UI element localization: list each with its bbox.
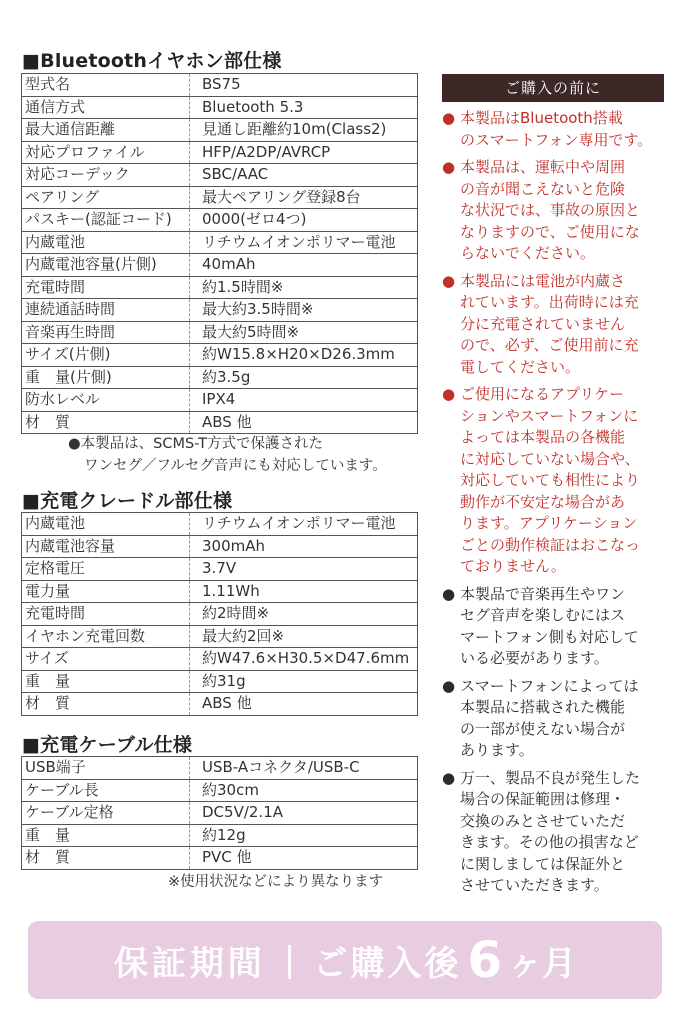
spec-row [22, 186, 418, 209]
spec-value: 40mAh [190, 254, 418, 277]
spec-row [22, 603, 418, 626]
spec-key: パスキー(認証コード) [22, 209, 190, 232]
caution-item [442, 271, 664, 379]
spec-value: 約W47.6×H30.5×D47.6mm [190, 648, 418, 671]
spec-row [22, 648, 418, 671]
spec-key: サイズ [22, 648, 190, 671]
spec-key: イヤホン充電回数 [22, 625, 190, 648]
spec-value: 見通し距離約10m(Class2) [190, 119, 418, 142]
caution-text-line: ごとの動作検証はおこなっ [460, 535, 641, 554]
spec-value: SBC/AAC [190, 164, 418, 187]
caution-text-line: らないでください。 [460, 244, 596, 262]
caution-text-line: の一部が使えない場合が [460, 719, 626, 738]
spec-row [22, 824, 418, 847]
spec-key: サイズ(片側) [22, 344, 190, 367]
caution-text-line: ので、必ず、ご使用前に充 [460, 336, 639, 354]
cable-spec-title: ■充電ケーブル仕様 [22, 734, 193, 756]
caution-panel [442, 74, 664, 897]
spec-value: リチウムイオンポリマー電池 [190, 513, 418, 536]
spec-value: DC5V/2.1A [190, 802, 418, 825]
spec-value: BS75 [190, 74, 418, 97]
scms-note-line1: ●本製品は、SCMS-T方式で保護された [68, 436, 323, 452]
spec-key: ケーブル長 [22, 779, 190, 802]
caution-text-line: に関しましては保証外と [460, 854, 626, 873]
spec-value: 約30cm [190, 779, 418, 802]
cradle-spec-table [21, 512, 418, 716]
cradle-spec-title: ■充電クレードル部仕様 [22, 490, 233, 512]
spec-key: 定格電圧 [22, 558, 190, 581]
caution-text-line: スマートフォンによっては [460, 676, 639, 695]
spec-row [22, 513, 418, 536]
spec-value: 0000(ゼロ4つ) [190, 209, 418, 232]
bullet-icon: ● [442, 385, 456, 403]
caution-item [442, 676, 664, 762]
spec-value: 約W15.8×H20×D26.3mm [190, 344, 418, 367]
spec-value: リチウムイオンポリマー電池 [190, 231, 418, 254]
caution-text-line: 本製品に搭載された機能 [460, 698, 626, 716]
spec-row [22, 535, 418, 558]
caution-text-line: 万一、製品不良が発生した [460, 768, 641, 787]
spec-value: 約3.5g [190, 366, 418, 389]
usage-footnote: ※使用状況などにより異なります [168, 874, 384, 890]
spec-row [22, 625, 418, 648]
scms-note-line2: ワンセグ／フルセグ音声にも対応しています。 [84, 458, 387, 474]
spec-value: USB-Aコネクタ/USB-C [190, 757, 418, 780]
spec-value: 約1.5時間※ [190, 276, 418, 299]
spec-key: 内蔵電池容量(片側) [22, 254, 190, 277]
spec-value: 約2時間※ [190, 603, 418, 626]
spec-key: 連続通話時間 [22, 299, 190, 322]
spec-key: 材 質 [22, 693, 190, 716]
caution-text-line: な状況では、事故の原因と [460, 201, 641, 219]
caution-text-line: ションやスマートフォンに [460, 406, 639, 425]
spec-row [22, 411, 418, 434]
warranty-label: 保証期間 [113, 943, 266, 984]
spec-key: 通信方式 [22, 96, 190, 119]
spec-row [22, 757, 418, 780]
spec-key: 充電時間 [22, 603, 190, 626]
spec-key: 内蔵電池 [22, 231, 190, 254]
spec-row [22, 96, 418, 119]
caution-list [442, 108, 664, 897]
bullet-icon: ● [442, 768, 456, 787]
caution-text-line: ご使用になるアプリケー [460, 385, 625, 403]
caution-text-line: いる必要があります。 [460, 649, 609, 667]
spec-row [22, 802, 418, 825]
spec-value: ABS 他 [190, 411, 418, 434]
caution-text-line: あります。 [460, 741, 534, 759]
caution-text-line: に対応していない場合や、 [460, 449, 640, 468]
spec-value: 最大約3.5時間※ [190, 299, 418, 322]
caution-text-line: 本製品は、運転中や周囲 [460, 158, 626, 176]
spec-value: 3.7V [190, 558, 418, 581]
caution-text-line: 本製品には電池が内蔵さ [460, 271, 626, 290]
earphone-spec-title: ■Bluetoothイヤホン部仕様 [22, 50, 282, 72]
warranty-number: 6 [467, 931, 503, 989]
caution-text-line: させていただきます。 [460, 876, 609, 894]
spec-key: 内蔵電池 [22, 513, 190, 536]
spec-row [22, 344, 418, 367]
caution-text-line: ておりません。 [460, 557, 566, 575]
caution-text-line: れています。出荷時には充 [460, 293, 639, 311]
spec-value: IPX4 [190, 389, 418, 412]
caution-text-line: マートフォン側も対応して [460, 627, 639, 646]
spec-key: 充電時間 [22, 276, 190, 299]
spec-key: 音楽再生時間 [22, 321, 190, 344]
spec-key: 重 量 [22, 824, 190, 847]
caution-item [442, 584, 664, 670]
spec-row [22, 779, 418, 802]
spec-value: 300mAh [190, 535, 418, 558]
spec-row [22, 366, 418, 389]
spec-value: Bluetooth 5.3 [190, 96, 418, 119]
spec-value: 最大ペアリング登録8台 [190, 186, 418, 209]
spec-value: HFP/A2DP/AVRCP [190, 141, 418, 164]
spec-row [22, 276, 418, 299]
caution-item [442, 157, 664, 265]
spec-key: ペアリング [22, 186, 190, 209]
warranty-unit: ヶ月 [508, 943, 577, 984]
spec-row [22, 231, 418, 254]
spec-key: 材 質 [22, 411, 190, 434]
spec-row [22, 580, 418, 603]
caution-text-line: きます。その他の損害など [460, 833, 639, 851]
caution-text-line: よっては本製品の各機能 [460, 428, 626, 446]
spec-value: 最大約2回※ [190, 625, 418, 648]
spec-key: 最大通信距離 [22, 119, 190, 142]
spec-value: 1.11Wh [190, 580, 418, 603]
earphone-spec-table [21, 73, 418, 434]
spec-key: 対応コーデック [22, 164, 190, 187]
caution-text-line: ります。アプリケーション [460, 514, 638, 532]
caution-text-line: の音が聞こえないと危険 [460, 179, 626, 198]
caution-text-line: 対応していても相性により [460, 471, 641, 489]
cable-spec-table [21, 756, 418, 870]
spec-value: 約12g [190, 824, 418, 847]
spec-key: 電力量 [22, 580, 190, 603]
spec-value: ABS 他 [190, 693, 418, 716]
caution-item [442, 768, 664, 897]
bullet-icon: ● [442, 158, 456, 176]
spec-key: 内蔵電池容量 [22, 535, 190, 558]
caution-text-line: 分に充電されていません [460, 314, 626, 333]
caution-text-line: 本製品で音楽再生やワン [460, 584, 626, 603]
spec-key: 防水レベル [22, 389, 190, 412]
spec-row [22, 141, 418, 164]
bullet-icon: ● [442, 109, 456, 127]
spec-row [22, 119, 418, 142]
caution-text-line: 本製品はBluetooth搭載 [460, 109, 623, 127]
spec-key: 材 質 [22, 847, 190, 870]
spec-key: 重 量 [22, 670, 190, 693]
caution-text-line: 動作が不安定な場合があ [460, 492, 626, 511]
spec-row [22, 847, 418, 870]
caution-text-line: セグ音声を楽しむにはス [460, 606, 626, 624]
spec-row [22, 321, 418, 344]
warranty-banner [28, 921, 662, 999]
spec-row [22, 670, 418, 693]
caution-item [442, 108, 664, 151]
caution-text-line: 交換のみとさせていただ [460, 811, 626, 830]
caution-text-line: 場合の保証範囲は修理・ [460, 790, 626, 808]
spec-key: ケーブル定格 [22, 802, 190, 825]
caution-header: ご購入の前に [442, 74, 664, 102]
spec-key: USB端子 [22, 757, 190, 780]
caution-item [442, 384, 664, 578]
bullet-icon: ● [442, 271, 456, 290]
spec-key: 型式名 [22, 74, 190, 97]
caution-text-line: 電してください。 [460, 357, 581, 376]
spec-key: 重 量(片側) [22, 366, 190, 389]
spec-key: 対応プロファイル [22, 141, 190, 164]
spec-row [22, 209, 418, 232]
caution-text-line: のスマートフォン専用です。 [460, 130, 653, 149]
bullet-icon: ● [442, 676, 456, 695]
spec-row [22, 389, 418, 412]
spec-row [22, 254, 418, 277]
spec-value: PVC 他 [190, 847, 418, 870]
spec-row [22, 74, 418, 97]
bullet-icon: ● [442, 584, 456, 603]
spec-value: 最大約5時間※ [190, 321, 418, 344]
spec-row [22, 693, 418, 716]
spec-value: 約31g [190, 670, 418, 693]
warranty-separator: | [283, 940, 296, 980]
spec-row [22, 299, 418, 322]
spec-row [22, 558, 418, 581]
caution-text-line: なりますので、ご使用にな [460, 222, 640, 241]
spec-row [22, 164, 418, 187]
warranty-prefix: ご購入後 [313, 943, 462, 984]
